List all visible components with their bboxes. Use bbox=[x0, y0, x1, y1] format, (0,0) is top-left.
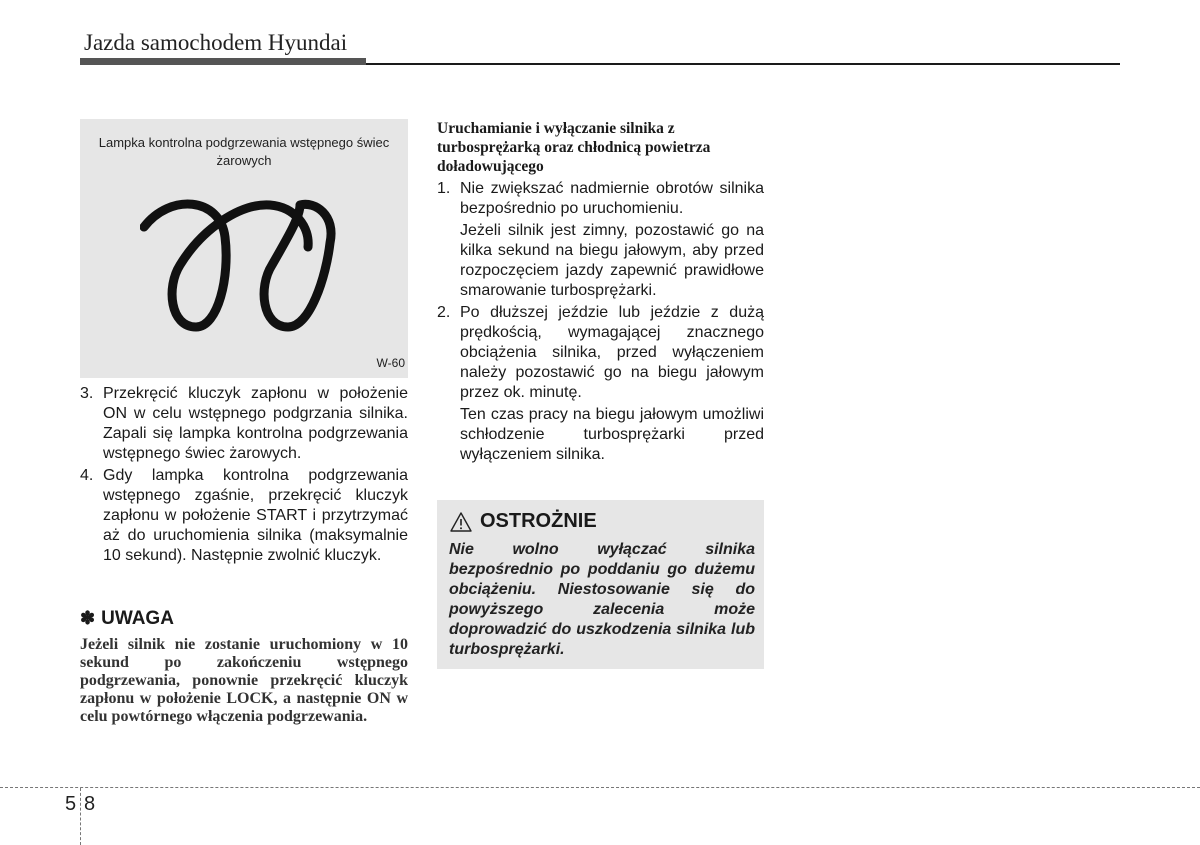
section-heading: Uruchamianie i wyłączanie silnika z turbosprężarką oraz chłodnicą powietrza doładowującego bbox=[437, 120, 711, 175]
figure-caption: Lampka kontrolna podgrzewania wstępnego świec żarowych bbox=[98, 135, 390, 168]
asterisk-icon: ✽ bbox=[80, 608, 96, 628]
step-2 bbox=[437, 303, 764, 403]
step-4 bbox=[80, 466, 408, 566]
step-number: 3. bbox=[80, 385, 94, 402]
header-rule-thin bbox=[366, 63, 1120, 65]
glow-plug-indicator-icon bbox=[140, 197, 350, 337]
caution-box bbox=[437, 500, 764, 669]
caution-heading bbox=[450, 510, 597, 533]
right-steps bbox=[437, 179, 764, 465]
note-body: Jeżeli silnik nie zostanie uruchomiony w 10 sekund po zakończeniu wstępnego podgrzewania, ponownie przekręcić kluczyk zapłonu w położenie LOCK, a następnie ON w celu powtórnego włączenia podgrzewania. bbox=[80, 636, 408, 725]
section-number: 5 bbox=[64, 793, 77, 815]
step-extra: Ten czas pracy na biegu jałowym umożliwi schłodzenie turbosprężarki przed wyłączeniem silnika. bbox=[460, 406, 764, 463]
header-title: Jazda samochodem Hyundai bbox=[84, 30, 348, 55]
step-3 bbox=[80, 384, 408, 464]
caution-body: Nie wolno wyłączać silnika bezpośrednio po poddaniu go dużemu obciążeniu. Niestosowanie się do powyższego zalecenia może doprowadzić do uszkodzenia silnika lub turbosprężarki. bbox=[449, 541, 755, 658]
left-steps bbox=[80, 384, 408, 566]
page-number bbox=[61, 793, 99, 816]
step-text: Nie zwiększać nadmiernie obrotów silnika bezpośrednio po uruchomieniu. bbox=[460, 180, 764, 217]
note-heading bbox=[80, 608, 174, 630]
caution-title: OSTROŻNIE bbox=[480, 510, 597, 532]
note-title: UWAGA bbox=[101, 608, 174, 629]
footer-rule bbox=[0, 787, 1200, 788]
indicator-figure bbox=[80, 119, 408, 378]
header-rule-thick bbox=[80, 58, 366, 65]
warning-triangle-icon bbox=[450, 512, 472, 532]
step-text: Przekręcić kluczyk zapłonu w położenie ON w celu wstępnego podgrzania silnika. Zapali się lampka kontrolna podgrzewania wstępnego świec żarowych. bbox=[103, 385, 408, 462]
step-number: 2. bbox=[437, 304, 451, 321]
step-text: Po dłuższej jeździe lub jeździe z dużą prędkością, wymagającej znacznego obciążenia silnika, przed wyłączeniem należy pozostawić go na biegu jałowym przez ok. minutę. bbox=[460, 304, 764, 401]
step-extra: Jeżeli silnik jest zimny, pozostawić go na kilka sekund na biegu jałowym, aby przed rozpoczęciem jazdy zapewnić prawidłowe smarowanie turbosprężarki. bbox=[460, 222, 764, 299]
step-1 bbox=[437, 179, 764, 219]
page-number-digit: 8 bbox=[83, 793, 96, 815]
step-number: 1. bbox=[437, 180, 451, 197]
step-text: Gdy lampka kontrolna podgrzewania wstępnego zgaśnie, przekręcić kluczyk zapłonu w położenie START i przytrzymać aż do uruchomienia silnika (maksymalnie 10 sekund). Następnie zwolnić kluczyk. bbox=[103, 467, 408, 564]
step-number: 4. bbox=[80, 467, 94, 484]
figure-code: W-60 bbox=[376, 356, 405, 370]
